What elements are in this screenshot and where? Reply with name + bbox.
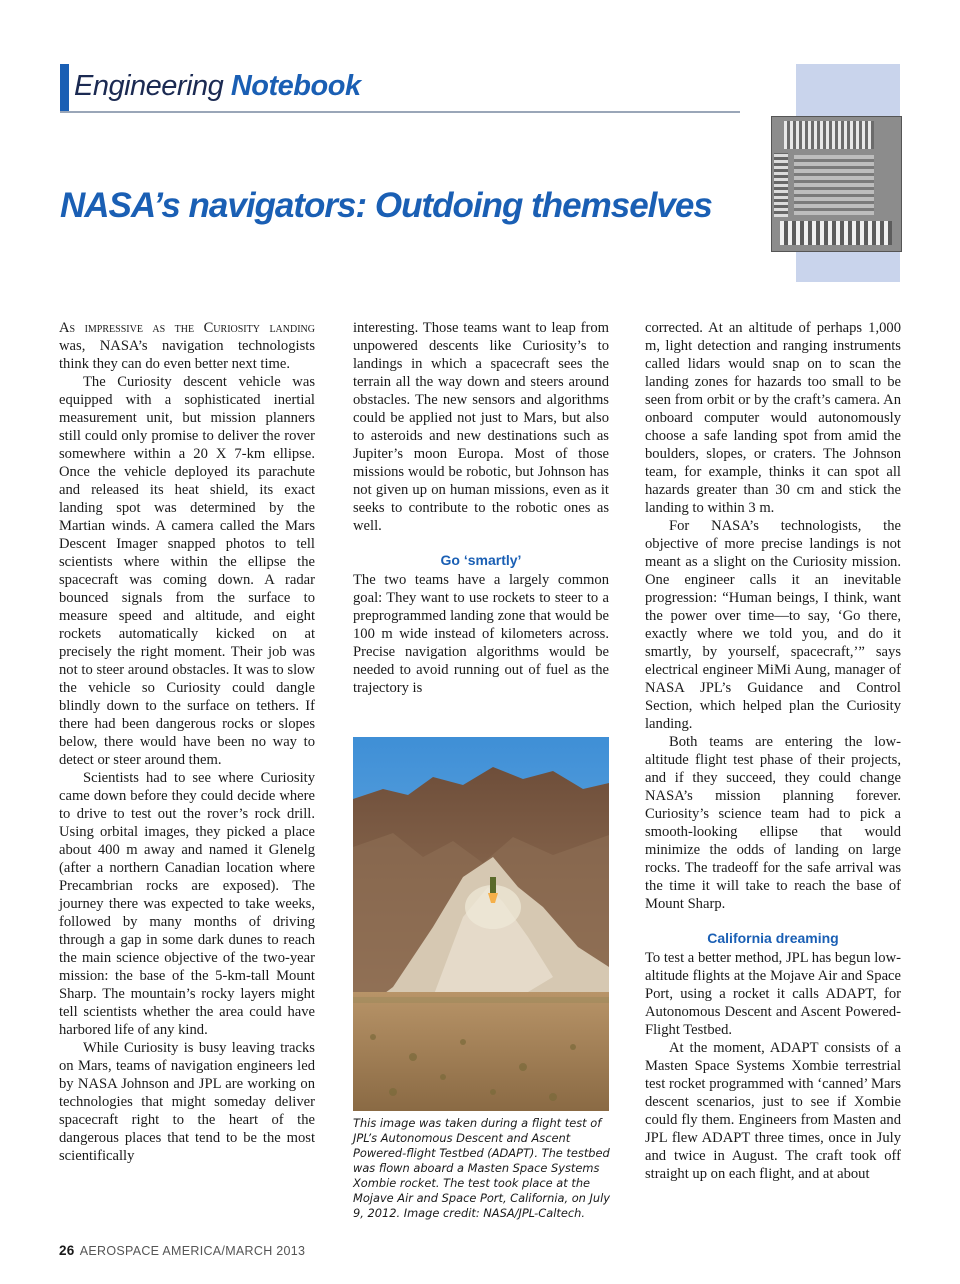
paragraph: To test a better method, JPL has begun low-altitude flights at the Mojave Air and Space Port, using a rocket it calls ADAPT, for Autonomous Descent and Ascent Powered-Flight Testbed. [645, 950, 901, 1038]
text-column-1 [59, 319, 315, 1165]
publication-name: AEROSPACE AMERICA/MARCH 2013 [79, 1244, 306, 1258]
paragraph: While Curiosity is busy leaving tracks on Mars, teams of navigation engineers led by NASA Johnson and JPL are working on technologies that might someday deliver spacecraft right to the heart of the dangerous places that tend to be the most scientifically [59, 1040, 315, 1164]
section-label-word2: Notebook [230, 70, 361, 102]
paragraph: interesting. Those teams want to leap from unpowered descents like Curiosity’s to landings in which a spacecraft sees the terrain all the way down and steers around obstacles. The new sensors and algorithms could be applied not just to Mars, but also to asteroids and new destinations such as Jupiter’s moon Europa. Most of those missions would be robotic, but Johnson has not given up on human missions, even as it seeks to contribute to the robotic ones as well. [353, 320, 609, 534]
paragraph: At the moment, ADAPT consists of a Masten Space Systems Xombie terrestrial test rocket programmed with ‘canned’ Mars descent scenarios, just to see if Xombie could fly them. Engineers from Masten and JPL flew ADAPT three times, once in July and twice in August. The craft took off straight up on each flight, and at about [645, 1040, 901, 1182]
circuit-chip-image [771, 116, 902, 252]
subhead: Go ‘smartly’ [440, 552, 522, 568]
section-label [74, 70, 361, 103]
page-footer [59, 1243, 305, 1258]
header-rule [60, 111, 740, 113]
paragraph: The two teams have a largely common goal: They want to use rockets to steer to a preprogrammed landing zone that would be 100 m wide instead of kilometers across. Precise navigation algorithms would be needed to avoid running out of fuel as the trajectory is [353, 572, 609, 696]
section-label-word1: Engineering [74, 70, 224, 102]
paragraph: corrected. At an altitude of perhaps 1,000 m, light detection and ranging instruments called lidars would snap on to scan the landing zones for hazards too small to be seen from orbit or by the craft’s camera. An onboard computer would autonomously choose a safe landing spot from amid the boulders, slopes, or craters. The Johnson team, for example, thinks it can spot all hazards greater than 30 cm and stick the landing to within 3 m. [645, 320, 901, 516]
paragraph: As impressive as the Curiosity landing was, NASA’s navigation technologists think they can do even better next time. [59, 320, 315, 372]
rocket-test-photo [353, 737, 609, 1111]
lead-in: As impressive as the Curiosity landing [59, 320, 315, 336]
page-number: 26 [59, 1243, 75, 1258]
text-column-3 [645, 319, 901, 1183]
article-title: NASA’s navigators: Outdoing themselves [60, 186, 712, 225]
photo-caption: This image was taken during a flight test of JPL’s Autonomous Descent and Ascent Powered-flight Testbed (ADAPT). The testbed was flown aboard a Masten Space Systems Xombie rocket. The test took place at the Mojave Air and Space Port, California, on July 9, 2012. Image credit: NASA/JPL-Caltech. [353, 1116, 611, 1220]
paragraph: Scientists had to see where Curiosity came down before they could decide where to drive to test out the rover’s rock drill. Using orbital images, they picked a place about 400 m away and named it Glenelg (after a northern Canadian location where Precambrian rocks are exposed). The journey there was expected to take weeks, followed by many months of driving through a gap in some dark dunes to reach the main science objective of the two-year mission: the base of the 5-km-tall Mount Sharp. The mountain’s rocky layers might tell scientists whether the area could have harbored life of any kind. [59, 770, 315, 1038]
desert-mountain-photo [353, 737, 609, 1111]
text-column-2 [353, 319, 609, 697]
paragraph: For NASA’s technologists, the objective of more precise landings is not meant as a slight on the Curiosity mission. One engineer calls it an inevitable progression: “Human beings, I think, want the power over time—to say, ‘Go there, exactly where we told you, and do it smartly, by yourself, spacecraft,’” says electrical engineer MiMi Aung, manager of NASA JPL’s Guidance and Control Section, which helped plan the Curiosity landing. [645, 518, 901, 732]
paragraph: Both teams are entering the low-altitude flight test phase of their projects, and if they succeed, they could change NASA’s mission planning forever. Curiosity’s science team had to pick a smooth-looking ellipse that would minimize the odds of landing on large rocks. The tradeoff for the safe arrival was the time it will take to reach the base of Mount Sharp. [645, 734, 901, 912]
subhead: California dreaming [707, 930, 839, 946]
paragraph: The Curiosity descent vehicle was equipped with a sophisticated inertial measurement unit, but mission planners still could only promise to deliver the rover somewhere within a 20 X 7-km ellipse. Once the vehicle deployed its parachute and released its heat shield, its exact landing spot was determined by the Martian winds. A camera called the Mars Descent Imager snapped photos to tell scientists where within the ellipse the spacecraft was coming down. A radar bounced signals from the surface to measure speed and altitude, and eight rockets automatically kicked on at precisely the right moment. Their job was not to steer around obstacles. It was to slow the vehicle so Curiosity could dangle blindly down to the surface on tethers. If there had been dangerous rocks or slopes below, there would have been no way to detect or steer around them. [59, 374, 315, 768]
header-accent-bar [60, 64, 69, 112]
